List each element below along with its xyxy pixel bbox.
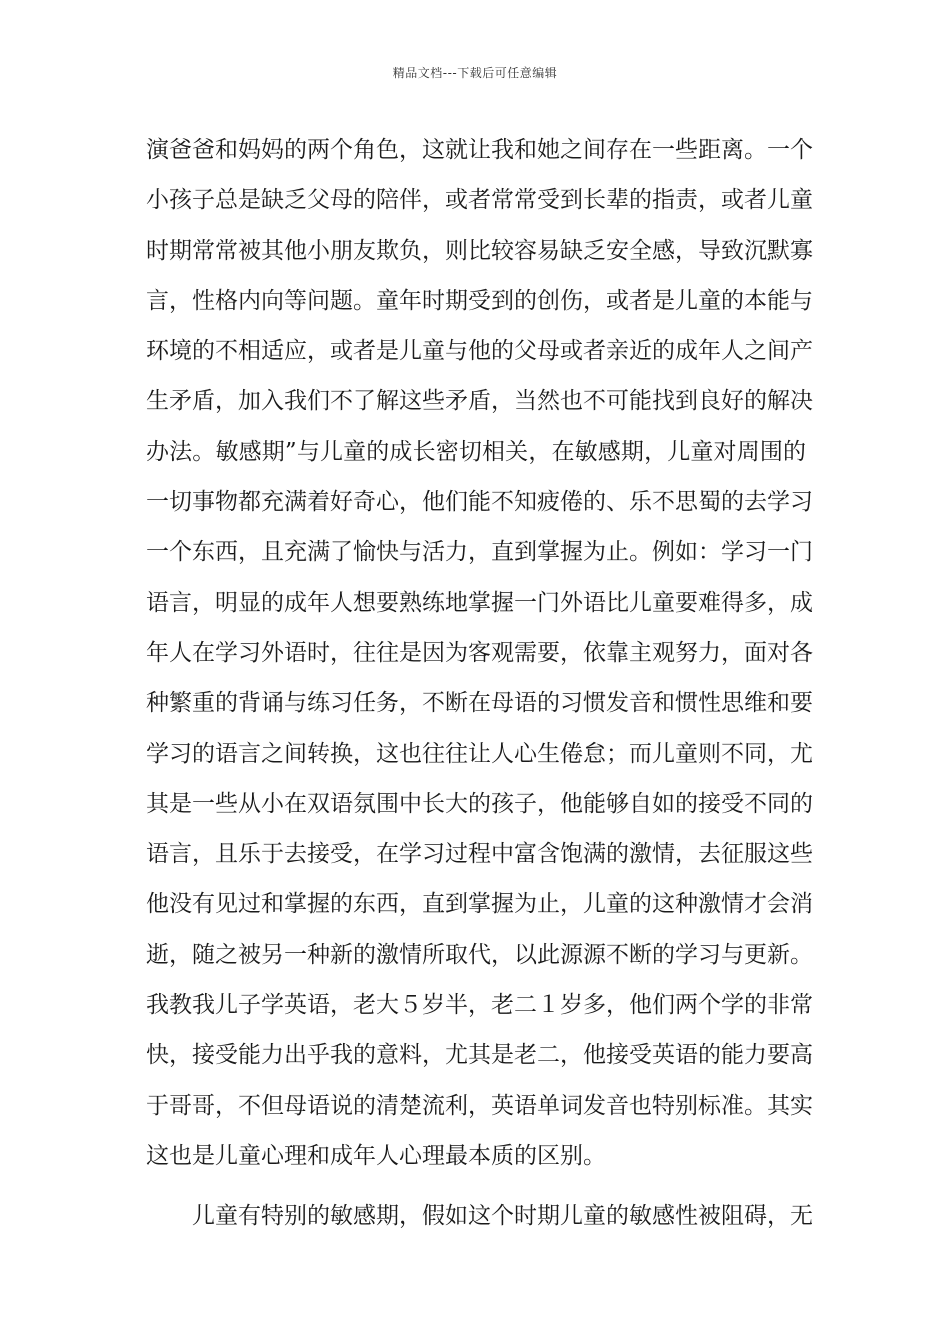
text-line: 办法。敏感期”与儿童的成长密切相关，在敏感期，儿童对周围的 — [146, 438, 806, 465]
text-line: 快，接受能力出乎我的意料，尤其是老二，他接受英语的能力要高 — [146, 1042, 813, 1069]
text-line: 言，性格内向等问题。童年时期受到的创伤，或者是儿童的本能与 — [146, 287, 813, 314]
text-line: 小孩子总是缺乏父母的陪伴，或者常常受到长辈的指责，或者儿童 — [146, 187, 813, 214]
body-text — [146, 131, 813, 1248]
page-header: 精品文档---下载后可任意编辑 — [392, 66, 558, 80]
text-line: 年人在学习外语时，往往是因为客观需要，依靠主观努力，面对各 — [146, 639, 813, 666]
paragraph-1 — [146, 131, 813, 1187]
text-line: 儿童有特别的敏感期，假如这个时期儿童的敏感性被阻碍，无 — [192, 1203, 813, 1230]
text-line: 语言，且乐于去接受，在学习过程中富含饱满的激情，去征服这些 — [146, 841, 813, 868]
text-line: 时期常常被其他小朋友欺负，则比较容易缺乏安全感，导致沉默寡 — [146, 237, 813, 264]
text-line: 于哥哥，不但母语说的清楚流利，英语单词发音也特别标准。其实 — [146, 1092, 813, 1119]
text-line: 环境的不相适应，或者是儿童与他的父母或者亲近的成年人之间产 — [146, 338, 813, 365]
text-line: 这也是儿童心理和成年人心理最本质的区别。 — [146, 1142, 606, 1169]
text-line: 语言，明显的成年人想要熟练地掌握一门外语比儿童要难得多，成 — [146, 589, 813, 616]
text-line: 生矛盾，加入我们不了解这些矛盾，当然也不可能找到良好的解决 — [146, 388, 813, 415]
text-line: 其是一些从小在双语氛围中长大的孩子，他能够自如的接受不同的 — [146, 790, 813, 817]
text-line: 逝，随之被另一种新的激情所取代，以此源源不断的学习与更新。 — [146, 941, 813, 968]
paragraph-2 — [146, 1197, 813, 1247]
text-line: 一切事物都充满着好奇心，他们能不知疲倦的、乐不思蜀的去学习 — [146, 489, 813, 516]
text-line: 一个东西，且充满了愉快与活力，直到掌握为止。例如：学习一门 — [146, 539, 813, 566]
text-line: 演爸爸和妈妈的两个角色，这就让我和她之间存在一些距离。一个 — [146, 137, 813, 163]
text-line: 种繁重的背诵与练习任务，不断在母语的习惯发音和惯性思维和要 — [146, 690, 813, 717]
text-line: 学习的语言之间转换，这也往往让人心生倦怠；而儿童则不同，尤 — [146, 740, 813, 767]
text-line: 我教我儿子学英语，老大５岁半，老二１岁多，他们两个学的非常 — [146, 992, 813, 1019]
text-line: 他没有见过和掌握的东西，直到掌握为止，儿童的这种激情才会消 — [146, 891, 813, 918]
